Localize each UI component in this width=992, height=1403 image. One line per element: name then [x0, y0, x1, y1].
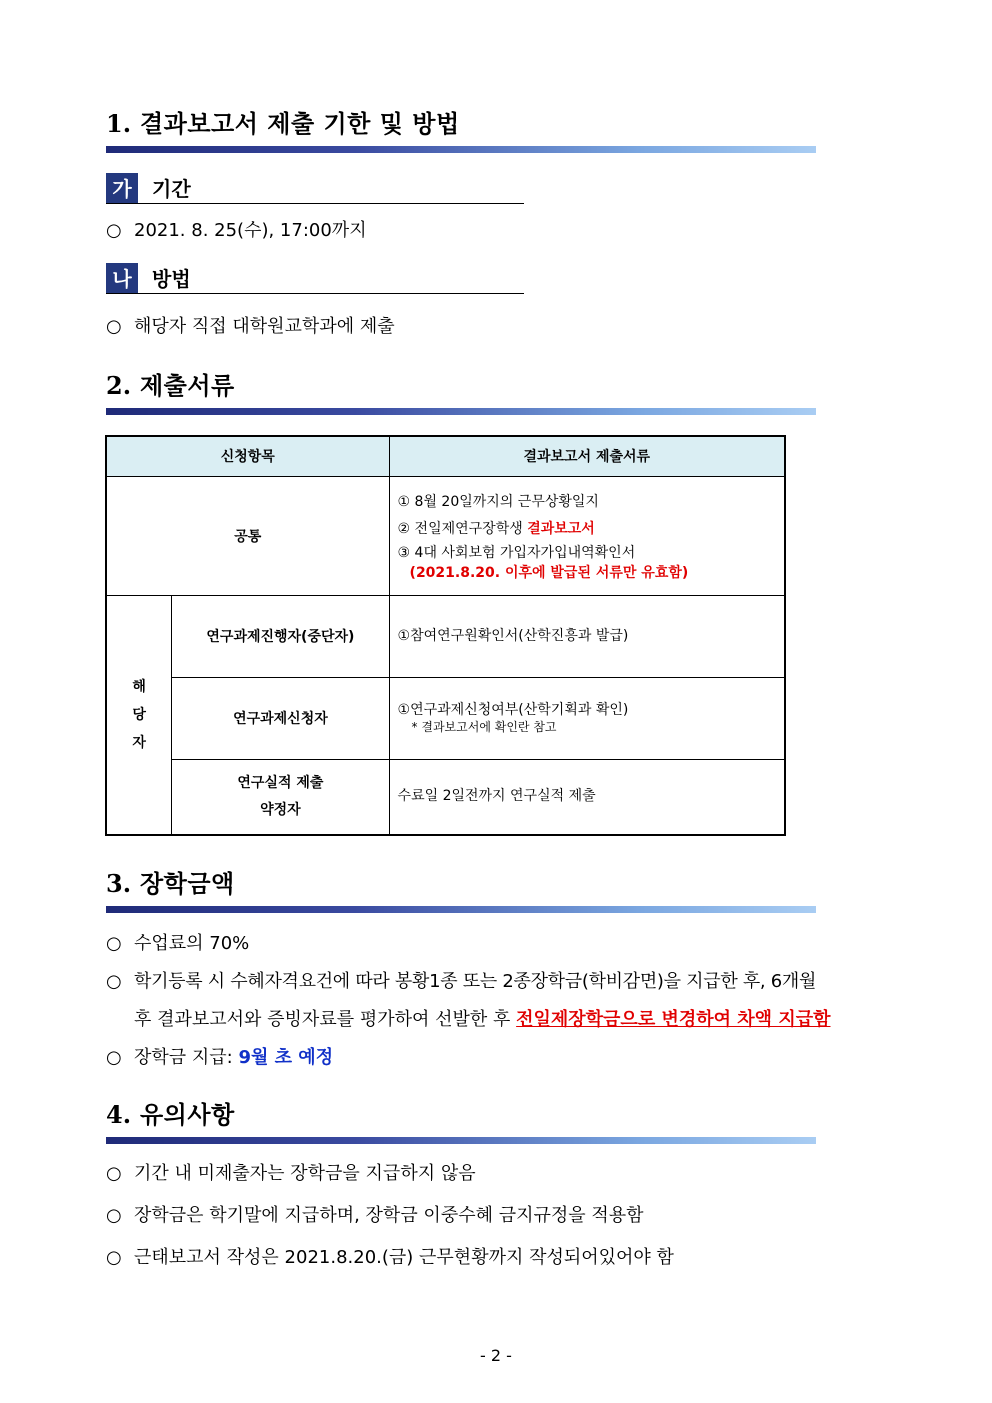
header-item: 신청항목 — [106, 436, 389, 476]
amount-item-3: 장학금 지급: — [134, 1047, 233, 1068]
list-item — [106, 925, 886, 963]
list-item — [106, 1195, 886, 1237]
subsection-label: 기간 — [152, 177, 191, 201]
row-label: 연구과제신청자 — [172, 677, 389, 759]
list-item — [106, 1237, 886, 1279]
common-doc-2-text: ② 전일제연구장학생 — [397, 520, 528, 537]
section-title: 제출서류 — [140, 372, 235, 400]
row-label-cell — [172, 759, 389, 835]
subsection-method-heading — [106, 262, 524, 294]
bullet-circle-icon: ○ — [106, 1163, 122, 1184]
target-label-char: 자 — [132, 734, 146, 751]
section-4-heading — [106, 1095, 816, 1144]
list-item — [106, 963, 886, 1001]
section-underline-bar — [106, 1137, 816, 1144]
table-row-research-applicant — [106, 677, 785, 759]
common-doc-1: ① 8월 20일까지의 근무상황일지 — [397, 493, 599, 510]
common-doc-3: ③ 4대 사회보험 가입자가입내역확인서 — [397, 544, 636, 561]
table-row-research-record — [106, 759, 785, 835]
bullet-circle-icon: ○ — [106, 1047, 122, 1068]
section-number: 2. — [106, 371, 132, 400]
table-row-common — [106, 476, 785, 595]
subsection-label: 방법 — [152, 267, 191, 291]
subsection-period-heading — [106, 172, 524, 204]
amount-item-2-highlight: 전일제장학금으로 변경하여 차액 지급함 — [516, 1009, 831, 1030]
amount-item-3-highlight: 9월 초 예정 — [238, 1047, 334, 1068]
header-docs: 결과보고서 제출서류 — [389, 436, 785, 476]
bullet-circle-icon: ○ — [106, 220, 122, 241]
bullet-circle-icon: ○ — [106, 1205, 122, 1226]
list-item — [106, 1039, 886, 1077]
list-item — [106, 1153, 886, 1195]
period-item — [106, 219, 367, 243]
row-doc-note: * 결과보고서에 확인란 참고 — [411, 720, 557, 734]
table-header-row — [106, 436, 785, 476]
section-title: 결과보고서 제출 기한 및 방법 — [140, 110, 460, 138]
list-item-continuation — [106, 1001, 886, 1039]
row-doc: 수료일 2일전까지 연구실적 제출 — [389, 759, 785, 835]
row-label-line1: 연구실적 제출 — [237, 774, 324, 791]
row-doc-cell — [389, 677, 785, 759]
notes-list — [106, 1153, 886, 1279]
section-number: 4. — [106, 1100, 132, 1129]
section-title: 유의사항 — [140, 1101, 235, 1129]
amount-item-1: 수업료의 70% — [134, 933, 250, 954]
common-label: 공통 — [106, 476, 389, 595]
amount-list — [106, 925, 886, 1077]
table-row-research-progress — [106, 595, 785, 677]
row-label-line2: 약정자 — [260, 801, 301, 818]
section-number: 1. — [106, 109, 132, 138]
target-label-char: 당 — [132, 706, 146, 723]
documents-table — [105, 435, 786, 836]
section-number: 3. — [106, 869, 132, 898]
note-1: 기간 내 미제출자는 장학금을 지급하지 않음 — [134, 1163, 476, 1184]
section-1-heading — [106, 104, 816, 153]
section-3-heading — [106, 864, 816, 913]
method-text: 해당자 직접 대학원교학과에 제출 — [134, 316, 395, 337]
row-label: 연구과제진행자(중단자) — [172, 595, 389, 677]
row-doc: ①참여연구원확인서(산학진흥과 발급) — [389, 595, 785, 677]
subsection-badge: 나 — [106, 263, 138, 293]
section-underline-bar — [106, 408, 816, 415]
bullet-circle-icon: ○ — [106, 933, 122, 954]
note-2: 장학금은 학기말에 지급하며, 장학금 이중수혜 금지규정을 적용함 — [134, 1205, 644, 1226]
subsection-badge: 가 — [106, 173, 138, 203]
page-number: - 2 - — [480, 1346, 512, 1365]
section-underline-bar — [106, 146, 816, 153]
amount-item-2-line1: 학기등록 시 수혜자격요건에 따라 봉황1종 또는 2종장학금(학비감면)을 지급한 후, 6개월 — [134, 971, 817, 992]
common-doc-3-note: (2021.8.20. 이후에 발급된 서류만 유효함) — [409, 564, 689, 581]
period-text: 2021. 8. 25(수), 17:00까지 — [134, 220, 367, 241]
section-title: 장학금액 — [140, 870, 235, 898]
bullet-circle-icon: ○ — [106, 971, 122, 992]
section-2-heading — [106, 366, 816, 415]
note-3: 근태보고서 작성은 2021.8.20.(금) 근무현황까지 작성되어있어야 함 — [134, 1247, 674, 1268]
common-doc-2 — [398, 516, 784, 543]
bullet-circle-icon: ○ — [106, 1247, 122, 1268]
section-underline-bar — [106, 906, 816, 913]
target-label-char: 해 — [132, 678, 146, 695]
common-doc-2-highlight: 결과보고서 — [527, 520, 595, 537]
row-doc: ①연구과제신청여부(산학기획과 확인) — [397, 702, 629, 718]
target-label — [106, 595, 172, 835]
bullet-circle-icon: ○ — [106, 316, 122, 337]
method-item — [106, 315, 395, 339]
common-docs-cell — [389, 476, 785, 595]
amount-item-2-line2: 후 결과보고서와 증빙자료를 평가하여 선발한 후 — [134, 1009, 511, 1030]
